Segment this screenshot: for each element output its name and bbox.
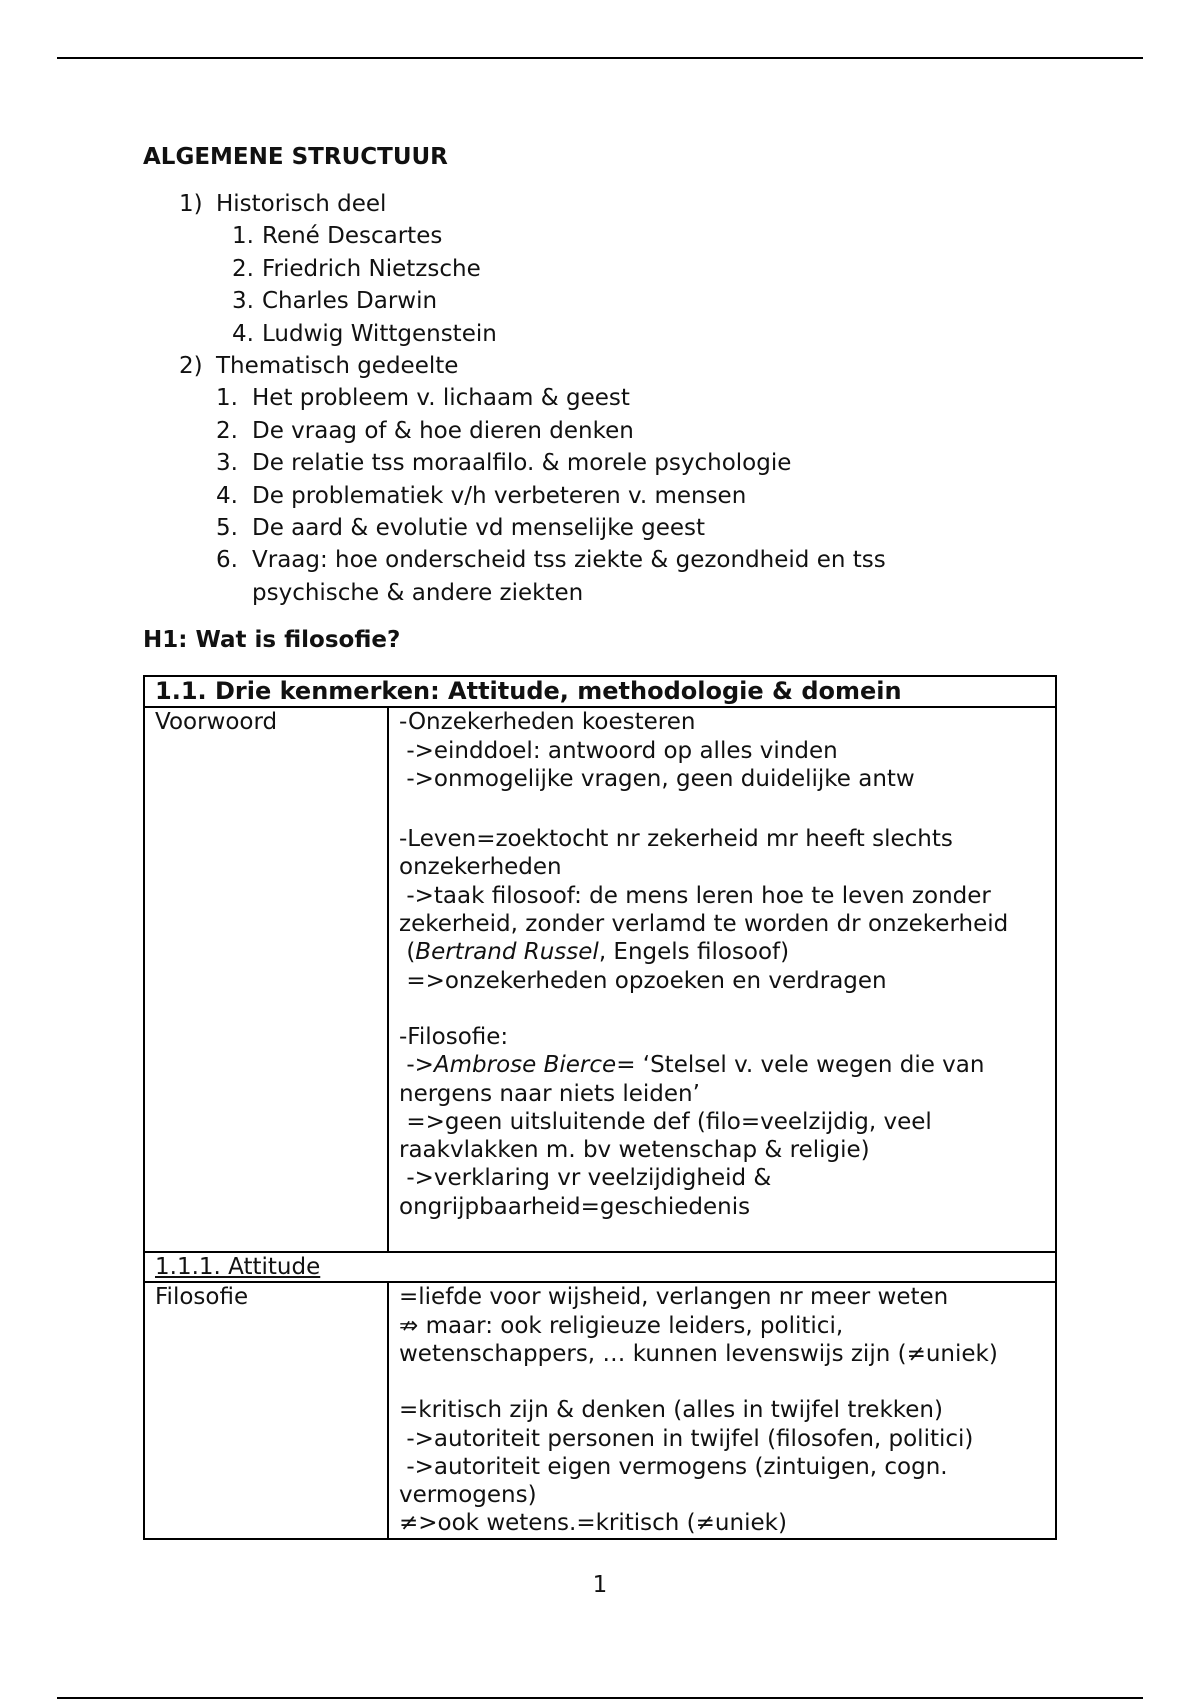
list-item [143,544,1063,609]
item-number: 4. [216,482,238,509]
sub-list-thematisch [216,382,1063,609]
content-cell [388,1282,1056,1538]
item-label: De vraag of & hoe dieren denken [252,417,634,444]
table-row [144,676,1056,707]
author-name: Bertrand Russel [415,939,599,966]
list-item [143,415,1063,447]
text-run: -Leven=zoektocht nr zekerheid mr heeft slechts onzekerheden ->taak filosoof: de mens leren hoe te leven zonder zekerheid, zonder verlamd te worden dr onzekerheid ( [399,826,1009,966]
item-number: 1. [232,223,254,250]
outline-label: Thematisch gedeelte [216,353,459,380]
outline-number: 2) [179,353,203,380]
list-item [143,253,1063,285]
item-label: Charles Darwin [262,288,438,315]
outline-list [143,188,1063,609]
paragraph: -Onzekerheden koesteren ->einddoel: antwoord op alles vinden ->onmogelijke vragen, geen duidelijke antw [399,709,915,792]
paragraph: =kritisch zijn & denken (alles in twijfel trekken) ->autoriteit personen in twijfel (filosofen, politici) ->autoriteit eigen vermogens (zintuigen, cogn. vermogens) ≠>ook wetens.=kritisch (≠uniek) [399,1397,974,1537]
outline-number: 1) [179,191,203,217]
item-number: 5. [216,515,238,542]
item-label: Het probleem v. lichaam & geest [252,385,630,412]
item-label: Vraag: hoe onderscheid tss ziekte & gezondheid en tss psychische & andere ziekten [252,547,886,606]
list-item [143,480,1063,512]
list-item [143,285,1063,317]
item-number: 3. [216,450,238,477]
term-cell: Filosofie [144,1282,388,1538]
list-item [143,220,1063,252]
item-number: 6. [216,547,238,574]
list-item [143,318,1063,350]
item-label: De relatie tss moraalfilo. & morele psychologie [252,450,792,477]
notes-table [143,675,1057,1539]
section-title-cell: 1.1. Drie kenmerken: Attitude, methodologie & domein [144,676,1056,707]
term-cell: Voorwoord [144,707,388,1252]
table-row [144,1282,1056,1538]
text-run: -Filosofie: -> [399,1023,509,1079]
item-label: Ludwig Wittgenstein [262,320,497,347]
author-name: Ambrose Bierce [433,1052,617,1079]
item-number: 1. [216,385,238,412]
document-page [143,140,1063,1540]
item-label: De problematiek v/h verbeteren v. mensen [252,482,747,509]
list-item [143,382,1063,414]
list-item [143,447,1063,479]
chapter-heading: H1: Wat is filosofie? [143,627,401,654]
item-number: 2. [232,255,254,282]
table-row [144,1252,1056,1282]
page-number: 1 [592,1572,608,1598]
outline-label: Historisch deel [216,191,387,217]
table-row [144,707,1056,1252]
list-item [143,512,1063,544]
outline-item-historisch [143,188,1063,350]
subsection-title-cell: 1.1.1. Attitude [144,1252,1056,1282]
item-label: René Descartes [262,223,443,250]
text-run: = ‘Stelsel v. vele wegen die van nergens naar niets leiden’ =>geen uitsluitende def (filo=veelzijdig, veel raakvlakken m. bv wetenschap & religie) ->verklaring vr veelzijdigheid & ongrijpbaarheid=geschiedenis [399,1052,985,1220]
section-heading: ALGEMENE STRUCTUUR [143,144,448,170]
item-label: Friedrich Nietzsche [262,255,481,282]
text-run: , Engels filosoof) =>onzekerheden opzoeken en verdragen [406,939,887,994]
paragraph [399,825,1045,999]
paragraph [399,1023,1045,1251]
content-cell [388,707,1056,1252]
item-label: De aard & evolutie vd menselijke geest [252,515,706,542]
paragraph: =liefde voor wijsheid, verlangen nr meer weten ⇏ maar: ook religieuze leiders, politici, wetenschappers, … kunnen levenswijs zijn (≠uniek) [399,1284,998,1367]
header-rule [57,57,1143,59]
footer-rule [57,1697,1143,1699]
outline-item-thematisch [143,350,1063,609]
item-number: 4. [232,320,254,347]
item-number: 2. [216,417,238,444]
sub-list-historisch [216,220,1063,350]
item-number: 3. [232,288,254,315]
